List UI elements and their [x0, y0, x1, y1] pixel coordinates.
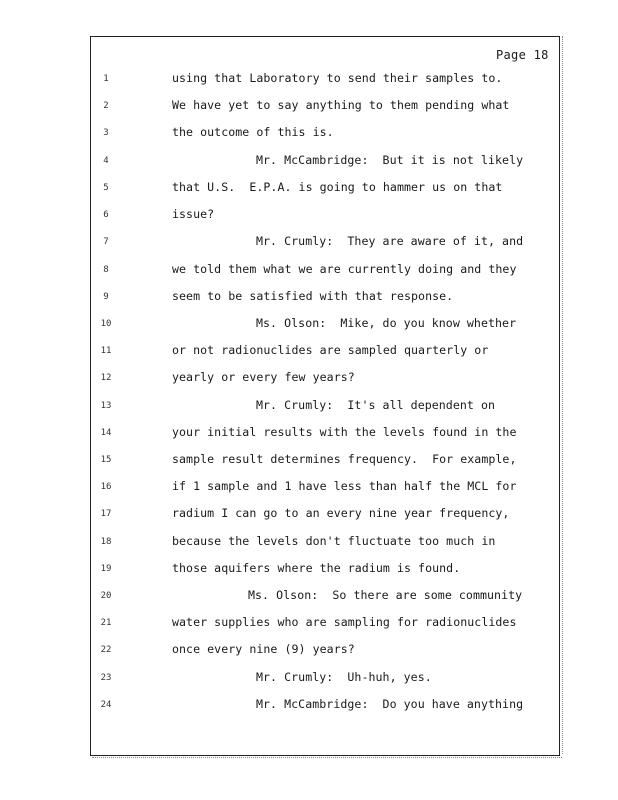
line-number: 4 — [103, 156, 109, 166]
line-number: 2 — [103, 101, 109, 111]
transcript-line — [0, 561, 560, 581]
line-text: water supplies who are sampling for radionuclides — [172, 615, 517, 629]
transcript-line — [0, 98, 560, 118]
transcript-line — [0, 642, 560, 662]
line-text: we told them what we are currently doing and they — [172, 262, 517, 276]
line-text: Mr. McCambridge: Do you have anything — [256, 697, 524, 711]
line-text: We have yet to say anything to them pending what — [172, 98, 510, 112]
line-text: radium I can go to an every nine year frequency, — [172, 506, 510, 520]
line-number: 24 — [100, 700, 112, 710]
line-text: once every nine (9) years? — [172, 642, 355, 656]
line-text: Mr. McCambridge: But it is not likely — [256, 153, 524, 167]
line-text: that U.S. E.P.A. is going to hammer us on that — [172, 180, 503, 194]
transcript-line — [0, 479, 560, 499]
line-number: 5 — [103, 183, 109, 193]
transcript-line — [0, 262, 560, 282]
transcript-line — [0, 398, 560, 418]
line-number: 3 — [103, 128, 109, 138]
transcript-line — [0, 670, 560, 690]
transcript-line — [0, 289, 560, 309]
line-text: if 1 sample and 1 have less than half the MCL for — [172, 479, 517, 493]
line-number: 1 — [103, 74, 109, 84]
transcript-line — [0, 534, 560, 554]
line-number: 12 — [100, 373, 112, 383]
line-number: 20 — [100, 591, 112, 601]
line-number: 10 — [100, 319, 112, 329]
transcript-line — [0, 452, 560, 472]
line-text: because the levels don't fluctuate too much in — [172, 534, 496, 548]
line-text: sample result determines frequency. For example, — [172, 452, 517, 466]
line-number: 9 — [103, 292, 109, 302]
line-text: Ms. Olson: So there are some community — [248, 588, 523, 602]
line-text: those aquifers where the radium is found. — [172, 561, 461, 575]
line-number: 14 — [100, 428, 112, 438]
transcript-line — [0, 207, 560, 227]
line-text: Mr. Crumly: They are aware of it, and — [256, 234, 524, 248]
line-number: 16 — [100, 482, 112, 492]
transcript-line — [0, 425, 560, 445]
transcript-line — [0, 697, 560, 717]
line-text: issue? — [172, 207, 215, 221]
transcript-line — [0, 234, 560, 254]
line-text: your initial results with the levels found in the — [172, 425, 517, 439]
transcript-line — [0, 153, 560, 173]
line-number: 11 — [100, 346, 112, 356]
transcript-line — [0, 588, 560, 608]
line-text: or not radionuclides are sampled quarterly or — [172, 343, 489, 357]
line-text: Mr. Crumly: Uh-huh, yes. — [256, 670, 432, 684]
transcript-line — [0, 343, 560, 363]
line-text: the outcome of this is. — [172, 125, 334, 139]
transcript-line — [0, 615, 560, 635]
line-text: Ms. Olson: Mike, do you know whether — [256, 316, 517, 330]
line-number: 15 — [100, 455, 112, 465]
line-text: seem to be satisfied with that response. — [172, 289, 454, 303]
line-number: 21 — [100, 618, 112, 628]
transcript-line — [0, 506, 560, 526]
transcript-line — [0, 316, 560, 336]
line-number: 23 — [100, 673, 112, 683]
line-number: 19 — [100, 564, 112, 574]
transcript-line — [0, 71, 560, 91]
line-number: 13 — [100, 401, 112, 411]
page-bottom-edge — [92, 757, 562, 758]
line-number: 7 — [103, 237, 109, 247]
page-number: Page 18 — [496, 48, 549, 62]
line-text: yearly or every few years? — [172, 370, 355, 384]
transcript-line — [0, 125, 560, 145]
line-number: 6 — [103, 210, 109, 220]
line-number: 22 — [100, 645, 112, 655]
line-number: 17 — [100, 509, 112, 519]
transcript-line — [0, 180, 560, 200]
line-number: 18 — [100, 537, 112, 547]
page-right-edge — [562, 36, 563, 754]
line-text: using that Laboratory to send their samples to. — [172, 71, 503, 85]
line-text: Mr. Crumly: It's all dependent on — [256, 398, 496, 412]
line-number: 8 — [103, 265, 109, 275]
transcript-line — [0, 370, 560, 390]
